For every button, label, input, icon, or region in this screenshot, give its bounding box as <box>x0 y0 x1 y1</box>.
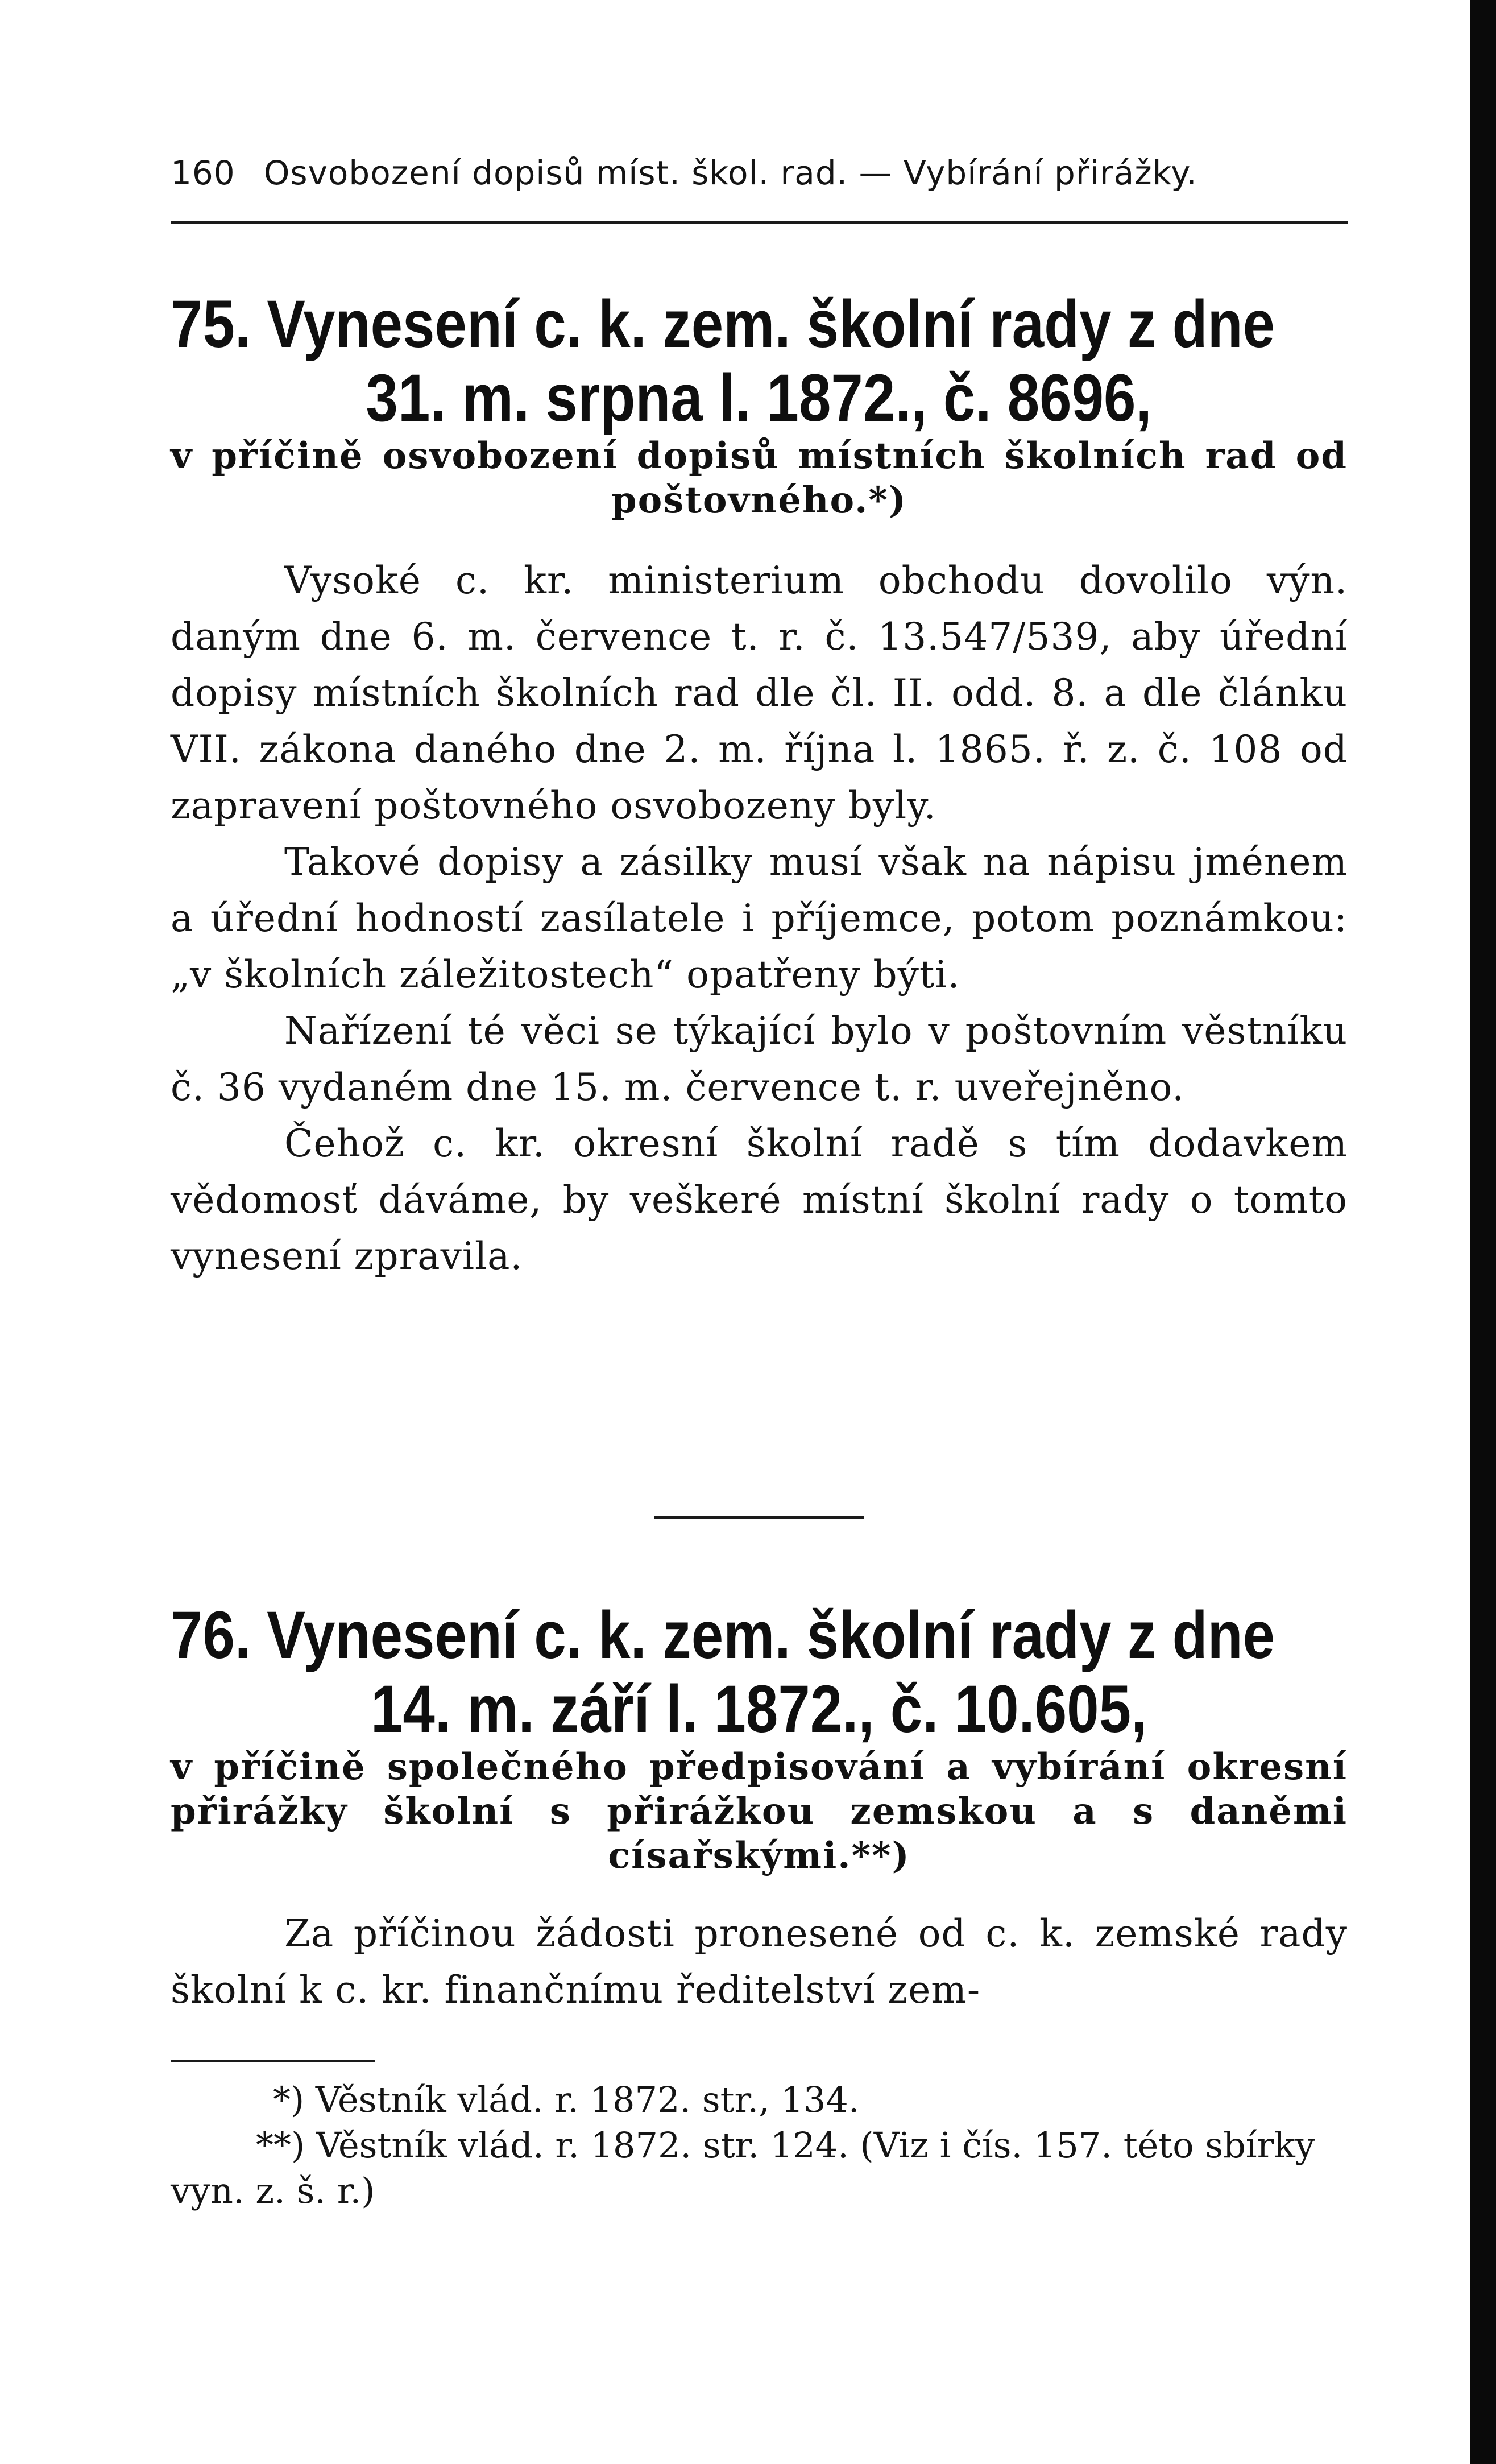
section-75 <box>171 287 1348 1284</box>
header-rule <box>171 221 1348 224</box>
section-75-paragraph-1: Vysoké c. kr. ministerium obchodu dovolilo výn. daným dne 6. m. července t. r. č. 13.547/539, aby úřední dopisy místních školních rad dle čl. II. odd. 8. a dle článku VII. zákona daného dne 2. m. října l. 1865. ř. z. č. 108 od zapravení poštovného osvobozeny byly. <box>171 559 1348 828</box>
footnote-1: *) Věstník vlád. r. 1872. str., 134. <box>273 2079 860 2120</box>
section-76-subtitle: v příčině společného předpisování a vybírání okresní přirážky školní s přirážkou zemskou a s daněmi císařskými.**) <box>171 1746 1348 1877</box>
page-edge-shadow <box>1470 0 1496 2464</box>
section-75-paragraph-3: Nařízení té věci se týkající bylo v poštovním věstníku č. 36 vydaném dne 15. m. července t. r. uveřejněno. <box>171 1009 1348 1109</box>
page-number: 160 <box>171 154 235 192</box>
section-76-paragraph-1: Za příčinou žádosti pronesené od c. k. zemské rady školní k c. kr. finančnímu ředitelství zem- <box>171 1912 1348 2012</box>
section-75-title-line-1: 75. Vynesení c. k. zem. školní rady z dne <box>171 287 1275 362</box>
section-75-subtitle: v příčině osvobození dopisů místních školních rad od poštovného.*) <box>171 435 1348 522</box>
section-76-title-line-2: 14. m. září l. 1872., č. 10.605, <box>370 1672 1147 1747</box>
footnotes <box>171 2077 1348 2214</box>
section-76-title-line-1: 76. Vynesení c. k. zem. školní rady z dne <box>171 1598 1275 1673</box>
section-76 <box>171 1598 1348 2018</box>
section-75-title-line-2: 31. m. srpna l. 1872., č. 8696, <box>366 361 1152 436</box>
footnote-rule <box>171 2060 375 2062</box>
section-separator <box>654 1516 864 1519</box>
section-75-paragraph-4: Čehož c. kr. okresní školní radě s tím dodavkem vědomosť dáváme, by veškeré místní školní rady o tomto vynesení zpravila. <box>171 1122 1348 1278</box>
section-75-paragraph-2: Takové dopisy a zásilky musí však na nápisu jménem a úřední hodností zasílatele i příjemce, potom poznámkou: „v školních záležitostech“ opatřeny býti. <box>171 840 1348 997</box>
running-header <box>171 154 1348 192</box>
footnote-2: **) Věstník vlád. r. 1872. str. 124. (Viz i čís. 157. této sbírky vyn. z. š. r.) <box>171 2124 1315 2211</box>
running-title: Osvobození dopisů míst. škol. rad. — Vybírání přirážky. <box>263 154 1197 192</box>
